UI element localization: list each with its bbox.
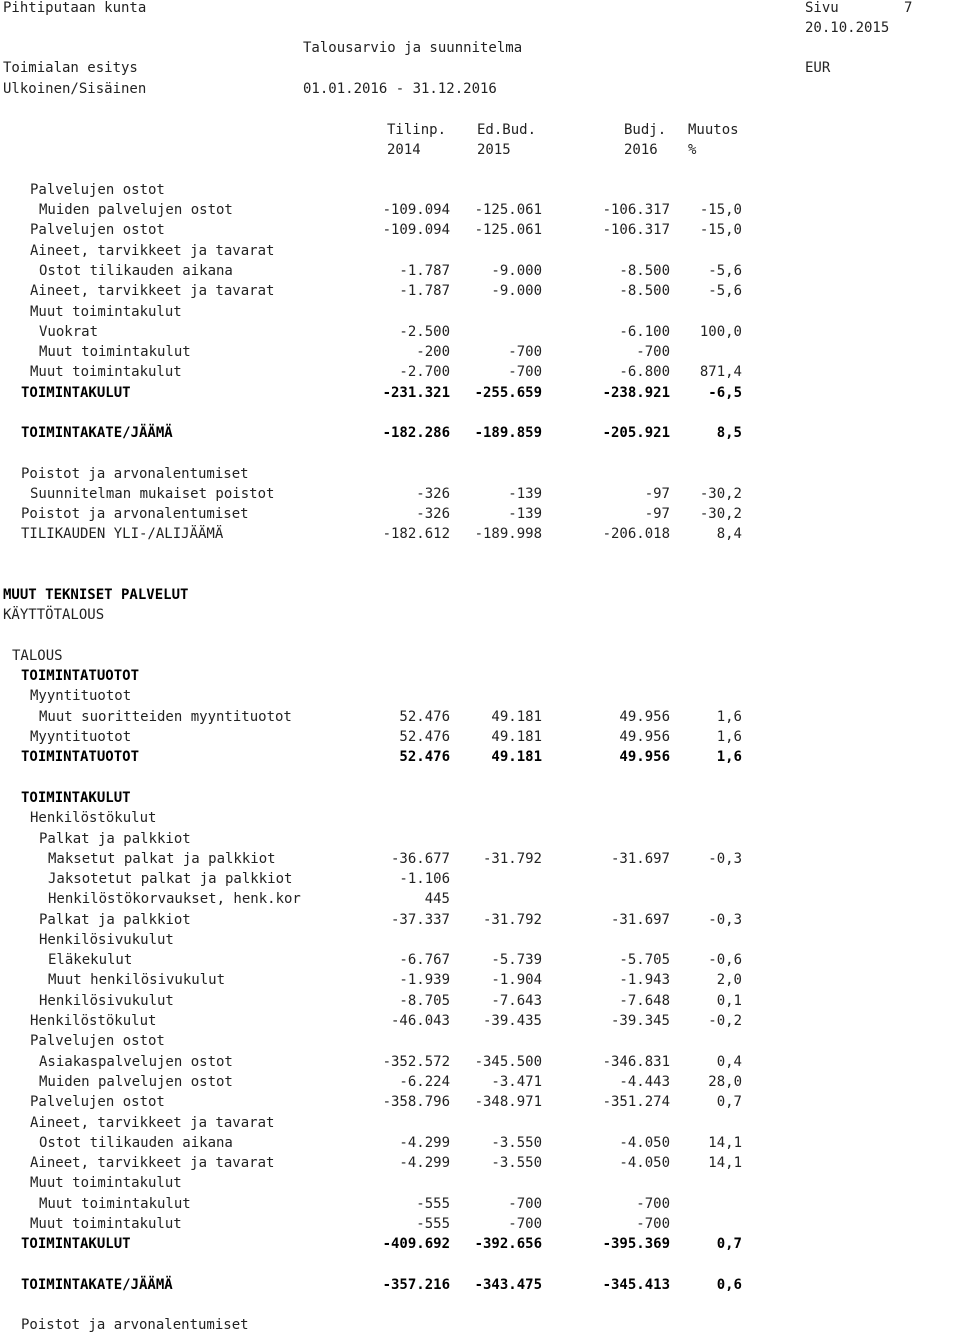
row-label: Myyntituotot bbox=[30, 729, 132, 745]
value-2015: -189.859 bbox=[474, 425, 542, 441]
value-change: -0,2 bbox=[708, 1013, 742, 1029]
table-row bbox=[0, 788, 960, 808]
table-row bbox=[0, 991, 960, 1011]
value-2015: -139 bbox=[508, 486, 542, 502]
row-label: Muut henkilösivukulut bbox=[48, 972, 226, 988]
value-2016: -106.317 bbox=[602, 222, 670, 238]
col-header-year-2014: 2014 bbox=[387, 142, 421, 158]
value-2016: -5.705 bbox=[619, 952, 670, 968]
row-label: Muiden palvelujen ostot bbox=[39, 202, 233, 218]
col-header-year-2016: 2016 bbox=[624, 142, 658, 158]
value-2014: -326 bbox=[416, 506, 450, 522]
col-header-year-2015: 2015 bbox=[477, 142, 511, 158]
row-label: Henkilöstökulut bbox=[30, 1013, 157, 1029]
section-title bbox=[0, 585, 960, 605]
table-row bbox=[0, 707, 960, 727]
table-row bbox=[0, 970, 960, 990]
value-change: -0,3 bbox=[708, 851, 742, 867]
row-label: Palkat ja palkkiot bbox=[39, 912, 191, 928]
row-label: Myyntituotot bbox=[30, 688, 132, 704]
value-2016: -4.050 bbox=[619, 1155, 670, 1171]
row-label: Vuokrat bbox=[39, 324, 99, 340]
value-2014: -46.043 bbox=[390, 1013, 450, 1029]
value-change: 1,6 bbox=[716, 729, 742, 745]
value-2014: -200 bbox=[416, 344, 450, 360]
value-2016: -6.100 bbox=[619, 324, 670, 340]
value-2014: -36.677 bbox=[390, 851, 450, 867]
row-label: Palvelujen ostot bbox=[30, 222, 165, 238]
table-row bbox=[0, 686, 960, 706]
row-label: Ostot tilikauden aikana bbox=[39, 263, 233, 279]
table-row bbox=[0, 1011, 960, 1031]
value-2014: -1.787 bbox=[399, 263, 450, 279]
table-row bbox=[0, 849, 960, 869]
row-label: Maksetut palkat ja palkkiot bbox=[48, 851, 276, 867]
value-2016: 49.956 bbox=[619, 749, 670, 765]
value-2015: -7.643 bbox=[491, 993, 542, 1009]
value-2014: -231.321 bbox=[382, 385, 450, 401]
table-row bbox=[0, 747, 960, 767]
value-2015: -1.904 bbox=[491, 972, 542, 988]
value-2014: -4.299 bbox=[399, 1135, 450, 1151]
value-2016: -345.413 bbox=[602, 1277, 670, 1293]
value-change: 1,6 bbox=[716, 709, 742, 725]
table-row bbox=[0, 261, 960, 281]
table-row bbox=[0, 180, 960, 200]
value-change: 14,1 bbox=[708, 1135, 742, 1151]
value-2016: -31.697 bbox=[610, 912, 670, 928]
row-label: Aineet, tarvikkeet ja tavarat bbox=[30, 1155, 275, 1171]
table-row bbox=[0, 910, 960, 930]
value-2015: 49.181 bbox=[491, 749, 542, 765]
value-change: 14,1 bbox=[708, 1155, 742, 1171]
value-2015: -31.792 bbox=[482, 912, 542, 928]
table-row bbox=[0, 524, 960, 544]
row-label: KÄYTTÖTALOUS bbox=[3, 607, 105, 623]
row-label: Palkat ja palkkiot bbox=[39, 831, 191, 847]
table-row bbox=[0, 241, 960, 261]
table-row bbox=[0, 383, 960, 403]
value-2015: -345.500 bbox=[474, 1054, 542, 1070]
value-change: 28,0 bbox=[708, 1074, 742, 1090]
table-row bbox=[0, 1173, 960, 1193]
row-label: Palvelujen ostot bbox=[30, 1033, 165, 1049]
table-row bbox=[0, 423, 960, 443]
value-2014: -1.106 bbox=[399, 871, 450, 887]
value-2016: 49.956 bbox=[619, 709, 670, 725]
value-change: 1,6 bbox=[716, 749, 742, 765]
table-row bbox=[0, 464, 960, 484]
value-2015: 49.181 bbox=[491, 709, 542, 725]
row-label: Henkilösivukulut bbox=[39, 932, 174, 948]
table-row bbox=[0, 484, 960, 504]
row-label: TOIMINTAKULUT bbox=[21, 1236, 131, 1252]
row-label: Eläkekulut bbox=[48, 952, 133, 968]
value-2014: -358.796 bbox=[382, 1094, 450, 1110]
row-label: Henkilösivukulut bbox=[39, 993, 174, 1009]
report-date: 20.10.2015 bbox=[805, 20, 890, 36]
value-2016: -700 bbox=[636, 1196, 670, 1212]
value-2016: -8.500 bbox=[619, 263, 670, 279]
value-2016: -31.697 bbox=[610, 851, 670, 867]
table-row bbox=[0, 1275, 960, 1295]
value-2014: -182.286 bbox=[382, 425, 450, 441]
value-2016: -39.345 bbox=[610, 1013, 670, 1029]
value-change: 871,4 bbox=[699, 364, 742, 380]
value-2016: -106.317 bbox=[602, 202, 670, 218]
table-row bbox=[0, 1031, 960, 1051]
value-2015: -9.000 bbox=[491, 263, 542, 279]
table-row bbox=[0, 1234, 960, 1254]
table-row bbox=[0, 1072, 960, 1092]
row-label: Muut toimintakulut bbox=[39, 344, 191, 360]
value-change: 0,1 bbox=[716, 993, 742, 1009]
value-2015: -700 bbox=[508, 1196, 542, 1212]
value-2014: -109.094 bbox=[382, 222, 450, 238]
value-change: -15,0 bbox=[699, 202, 742, 218]
table-row bbox=[0, 322, 960, 342]
value-2015: -125.061 bbox=[474, 202, 542, 218]
table-row bbox=[0, 1315, 960, 1335]
value-change: 0,6 bbox=[716, 1277, 742, 1293]
col-header-budj: Budj. bbox=[624, 122, 667, 138]
value-2014: -555 bbox=[416, 1196, 450, 1212]
value-2015: 49.181 bbox=[491, 729, 542, 745]
table-row bbox=[0, 727, 960, 747]
value-2015: -700 bbox=[508, 364, 542, 380]
row-label: Muut toimintakulut bbox=[30, 304, 182, 320]
row-label: Poistot ja arvonalentumiset bbox=[21, 466, 249, 482]
value-2016: -7.648 bbox=[619, 993, 670, 1009]
row-label: TILIKAUDEN YLI-/ALIJÄÄMÄ bbox=[21, 526, 224, 542]
period: 01.01.2016 - 31.12.2016 bbox=[303, 81, 497, 97]
municipality-name: Pihtiputaan kunta bbox=[3, 0, 147, 16]
value-2016: -1.943 bbox=[619, 972, 670, 988]
value-2014: -1.787 bbox=[399, 283, 450, 299]
table-row bbox=[0, 605, 960, 625]
row-label: Ostot tilikauden aikana bbox=[39, 1135, 233, 1151]
value-2016: -238.921 bbox=[602, 385, 670, 401]
col-header-tilinp: Tilinp. bbox=[387, 122, 447, 138]
table-row bbox=[0, 808, 960, 828]
value-change: 2,0 bbox=[716, 972, 742, 988]
value-2016: -97 bbox=[644, 486, 670, 502]
table-row bbox=[0, 829, 960, 849]
value-2015: -5.739 bbox=[491, 952, 542, 968]
col-header-muutos: Muutos bbox=[688, 122, 739, 138]
value-2014: 52.476 bbox=[399, 729, 450, 745]
row-label: Palvelujen ostot bbox=[30, 182, 165, 198]
table-row bbox=[0, 342, 960, 362]
table-row bbox=[0, 220, 960, 240]
row-label: Poistot ja arvonalentumiset bbox=[21, 506, 249, 522]
row-label: TOIMINTAKULUT bbox=[21, 790, 131, 806]
table-row bbox=[0, 869, 960, 889]
table-row bbox=[0, 1133, 960, 1153]
table-row bbox=[0, 281, 960, 301]
row-label: TOIMINTATUOTOT bbox=[21, 749, 140, 765]
row-label: Muut toimintakulut bbox=[30, 1216, 182, 1232]
row-label: Muut suoritteiden myyntituotot bbox=[39, 709, 292, 725]
value-change: 100,0 bbox=[699, 324, 742, 340]
value-2016: -351.274 bbox=[602, 1094, 670, 1110]
row-label: TOIMINTATUOTOT bbox=[21, 668, 140, 684]
col-header-percent: % bbox=[688, 142, 697, 158]
row-label: Muut toimintakulut bbox=[30, 364, 182, 380]
value-2014: 52.476 bbox=[399, 709, 450, 725]
value-2016: 49.956 bbox=[619, 729, 670, 745]
row-label: Asiakaspalvelujen ostot bbox=[39, 1054, 233, 1070]
row-label: TALOUS bbox=[12, 648, 63, 664]
value-2015: -348.971 bbox=[474, 1094, 542, 1110]
value-2014: -352.572 bbox=[382, 1054, 450, 1070]
report-type: Toimialan esitys bbox=[3, 60, 138, 76]
value-2014: -182.612 bbox=[382, 526, 450, 542]
row-label: Henkilöstökorvaukset, henk.kor bbox=[48, 891, 301, 907]
table-row bbox=[0, 930, 960, 950]
value-2014: 52.476 bbox=[399, 749, 450, 765]
row-label: Suunnitelman mukaiset poistot bbox=[30, 486, 275, 502]
value-2014: -409.692 bbox=[382, 1236, 450, 1252]
value-2015: -9.000 bbox=[491, 283, 542, 299]
value-2015: -3.550 bbox=[491, 1135, 542, 1151]
table-row bbox=[0, 646, 960, 666]
table-row bbox=[0, 504, 960, 524]
value-2014: -8.705 bbox=[399, 993, 450, 1009]
col-header-edbud: Ed.Bud. bbox=[477, 122, 537, 138]
value-2014: -6.767 bbox=[399, 952, 450, 968]
value-2014: -2.500 bbox=[399, 324, 450, 340]
row-label: Muiden palvelujen ostot bbox=[39, 1074, 233, 1090]
row-label: TOIMINTAKATE/JÄÄMÄ bbox=[21, 1277, 173, 1293]
value-2016: -395.369 bbox=[602, 1236, 670, 1252]
table-row bbox=[0, 1194, 960, 1214]
report-title: Talousarvio ja suunnitelma bbox=[303, 40, 523, 56]
value-change: -5,6 bbox=[708, 283, 742, 299]
row-label: Muut toimintakulut bbox=[39, 1196, 191, 1212]
value-change: 0,7 bbox=[716, 1236, 742, 1252]
value-2015: -343.475 bbox=[474, 1277, 542, 1293]
value-change: 0,7 bbox=[716, 1094, 742, 1110]
table-row bbox=[0, 1092, 960, 1112]
row-label: Aineet, tarvikkeet ja tavarat bbox=[30, 1115, 275, 1131]
page-number: 7 bbox=[904, 0, 913, 16]
value-change: -0,6 bbox=[708, 952, 742, 968]
table-row bbox=[0, 362, 960, 382]
row-label: Palvelujen ostot bbox=[30, 1094, 165, 1110]
table-row bbox=[0, 889, 960, 909]
value-2015: -189.998 bbox=[474, 526, 542, 542]
row-label: TOIMINTAKULUT bbox=[21, 385, 131, 401]
value-2015: -31.792 bbox=[482, 851, 542, 867]
value-change: -30,2 bbox=[699, 486, 742, 502]
table-row bbox=[0, 1153, 960, 1173]
value-2015: -700 bbox=[508, 344, 542, 360]
table-row bbox=[0, 1113, 960, 1133]
value-2016: -700 bbox=[636, 344, 670, 360]
table-row bbox=[0, 950, 960, 970]
table-row bbox=[0, 200, 960, 220]
value-change: 8,4 bbox=[716, 526, 742, 542]
value-change: -6,5 bbox=[708, 385, 742, 401]
value-2014: 445 bbox=[424, 891, 450, 907]
value-2016: -4.443 bbox=[619, 1074, 670, 1090]
value-2016: -4.050 bbox=[619, 1135, 670, 1151]
value-2016: -97 bbox=[644, 506, 670, 522]
row-label: Poistot ja arvonalentumiset bbox=[21, 1317, 249, 1333]
value-2014: -6.224 bbox=[399, 1074, 450, 1090]
value-2014: -1.939 bbox=[399, 972, 450, 988]
value-2015: -392.656 bbox=[474, 1236, 542, 1252]
value-change: -0,3 bbox=[708, 912, 742, 928]
table-row bbox=[0, 1214, 960, 1234]
value-2014: -555 bbox=[416, 1216, 450, 1232]
value-2014: -109.094 bbox=[382, 202, 450, 218]
table-row bbox=[0, 1052, 960, 1072]
value-2014: -4.299 bbox=[399, 1155, 450, 1171]
scope: Ulkoinen/Sisäinen bbox=[3, 81, 147, 97]
value-2015: -700 bbox=[508, 1216, 542, 1232]
table-row bbox=[0, 302, 960, 322]
row-label: MUUT TEKNISET PALVELUT bbox=[3, 587, 189, 603]
value-change: -15,0 bbox=[699, 222, 742, 238]
currency: EUR bbox=[805, 60, 831, 76]
value-2015: -125.061 bbox=[474, 222, 542, 238]
row-label: Muut toimintakulut bbox=[30, 1175, 182, 1191]
value-2016: -206.018 bbox=[602, 526, 670, 542]
page-label: Sivu bbox=[805, 0, 839, 16]
value-2014: -37.337 bbox=[390, 912, 450, 928]
value-change: 8,5 bbox=[716, 425, 742, 441]
value-2015: -139 bbox=[508, 506, 542, 522]
value-change: 0,4 bbox=[716, 1054, 742, 1070]
value-2016: -8.500 bbox=[619, 283, 670, 299]
row-label: Aineet, tarvikkeet ja tavarat bbox=[30, 243, 275, 259]
value-2016: -205.921 bbox=[602, 425, 670, 441]
row-label: Jaksotetut palkat ja palkkiot bbox=[48, 871, 293, 887]
value-2016: -346.831 bbox=[602, 1054, 670, 1070]
value-2015: -3.550 bbox=[491, 1155, 542, 1171]
value-2015: -3.471 bbox=[491, 1074, 542, 1090]
row-label: Aineet, tarvikkeet ja tavarat bbox=[30, 283, 275, 299]
value-change: -5,6 bbox=[708, 263, 742, 279]
value-2014: -2.700 bbox=[399, 364, 450, 380]
value-2016: -700 bbox=[636, 1216, 670, 1232]
row-label: TOIMINTAKATE/JÄÄMÄ bbox=[21, 425, 173, 441]
value-2015: -255.659 bbox=[474, 385, 542, 401]
row-label: Henkilöstökulut bbox=[30, 810, 157, 826]
value-2014: -357.216 bbox=[382, 1277, 450, 1293]
table-row bbox=[0, 666, 960, 686]
value-2015: -39.435 bbox=[482, 1013, 542, 1029]
value-2016: -6.800 bbox=[619, 364, 670, 380]
value-2014: -326 bbox=[416, 486, 450, 502]
value-change: -30,2 bbox=[699, 506, 742, 522]
